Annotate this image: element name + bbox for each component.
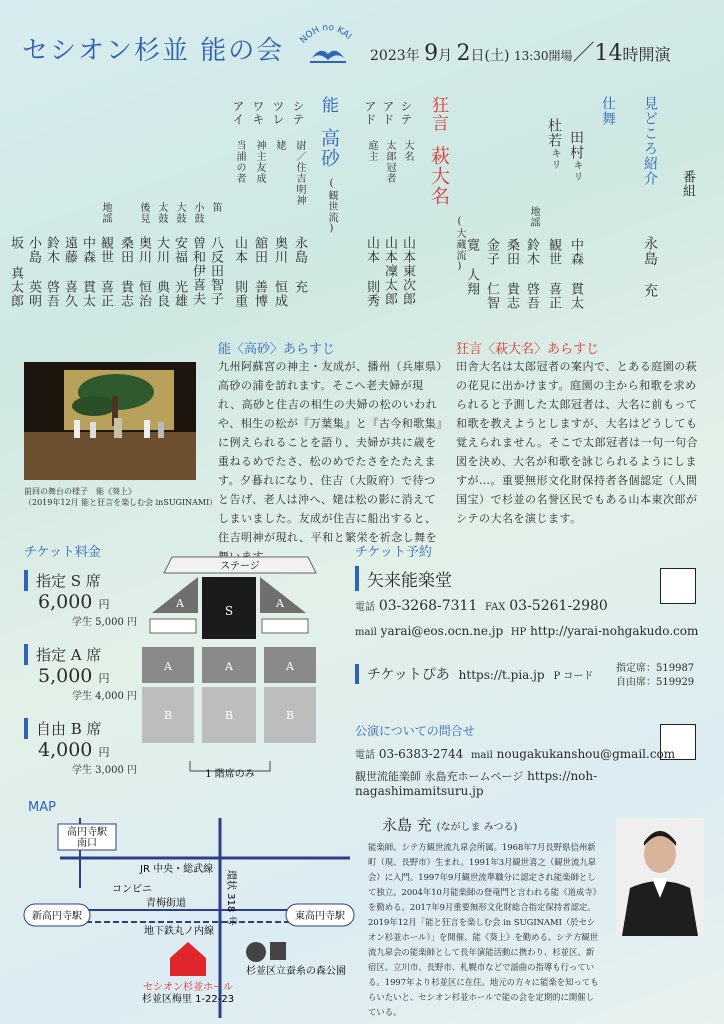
noh-synopsis-title: 能〈高砂〉あらすじ	[218, 342, 336, 357]
noh-title: 高砂	[318, 128, 340, 168]
jr-line-label: JR 中央・総武線	[140, 864, 214, 875]
musician-name-3: 安福 光雄	[172, 236, 187, 308]
park-label: 杉並区立蚕糸の森公園	[246, 966, 346, 977]
kyogen-name-2: 山本凜太郎	[382, 236, 397, 306]
event-title: セシオン杉並 能の会	[22, 36, 285, 66]
shimai-jiutai-label: 地謡	[528, 206, 539, 228]
noh-jiutai-2: 中森 貫太	[80, 236, 95, 308]
inquiry-web-line: 観世流能楽師 永島充ホームページ https://noh-nagashimamitsuru.jp	[355, 769, 598, 798]
musician-name-2: 曽和伊喜夫	[190, 236, 205, 306]
kyogen-synopsis-title: 狂言〈萩大名〉あらすじ	[456, 342, 600, 357]
kyogen-label: 狂言	[428, 96, 448, 132]
koken-label: 後見	[138, 202, 149, 224]
pia-codes: 指定席：519987 自由席：519929	[616, 663, 695, 688]
ticket-price-heading: チケット料金	[24, 545, 101, 560]
musician-name-4: 大川 典良	[154, 236, 169, 308]
noh-jiutai-4: 鈴木 啓吾	[44, 236, 59, 308]
marunouchi-line-label: 地下鉄丸ノ内線	[144, 926, 214, 937]
noh-label: 能	[318, 96, 338, 114]
profile-photo	[616, 818, 704, 936]
noh-name-1: 永島 充	[292, 236, 307, 294]
shimai-jiutai-4: 寛 人翔	[464, 238, 479, 296]
kyogen-synopsis-text: 田舎大名は太郎冠者の案内で、とある庭園の萩の花見に出かけます。庭園の主から和歌を求められると予測した太郎冠者は、大名に前もって和歌を教えようとしますが、大名はどうしても覚えられません。そこで太郎冠者は一句一句合図を決め、大名が和歌を詠じられるようにしますが…。重要無形文化財保持者各個認定（人間国宝）で杉並の名誉区民でもある山本東次郎がシテの大名を演じます。	[456, 360, 699, 525]
shimai-title-2: 杜若キリ	[546, 118, 562, 170]
noh-jiutai-label: 地謡	[100, 202, 111, 224]
noh-part-1: 尉／住吉明神	[294, 140, 305, 206]
noh-jiutai-5: 小島 英明	[26, 236, 41, 308]
svg-text:B: B	[285, 709, 295, 722]
noh-part-3: 神主友成	[254, 140, 265, 184]
stage-label: ステージ	[220, 561, 260, 572]
pia-url[interactable]: https://t.pia.jp	[458, 668, 545, 682]
kyogen-role-2: アド	[381, 100, 395, 126]
koenji-station-label: 高円寺駅南口	[67, 827, 107, 849]
kyogen-title: 萩大名	[428, 146, 450, 206]
noh-jiutai-6: 坂 真太郎	[8, 236, 23, 308]
map-heading: MAP	[28, 800, 56, 815]
reservation-website[interactable]: http://yarai-nohgakudo.com	[530, 624, 699, 638]
park-tree-icon	[246, 942, 266, 962]
venue-label: セシオン杉並ホール	[143, 982, 233, 993]
shimai-title-1: 田村キリ	[568, 130, 584, 182]
noh-name-4: 山本 則重	[232, 236, 247, 308]
ticket-tier-a: 指定 A 席 5,000 円 学生 4,000 円	[24, 644, 137, 702]
profile-text: 能楽師。シテ方観世流九皐会所属。1968年7月長野県信州新町（現、長野市）生まれ。1991年3月観世喜之（観世流九皐会）に入門。1997年9月観世流準職分に認定され能楽師として独立。2004年10月能楽師の登竜門と言われる能《道成寺》を勤める。2017年9月重要無形文化財総合指定保持者認定。2019年12月「能と狂言を楽しむ会 in SUGINAMI（於セシオン杉並ホール）」を開催、能《葵上》を勤める。シテ方観世流九皐会の能楽師として長年演能活動に携わり、杉並区、新宿区、立川市、長野市、札幌市などで謡曲の指導も行っている。1997年より杉並区に在住。地元の方々に能楽を知ってもらいたいと、セシオン杉並ホールで能の会を定期的に開催している。	[368, 842, 599, 1017]
musician-part-4: 太鼓	[156, 202, 167, 224]
kyogen-role-1: シテ	[399, 100, 413, 126]
noh-name-3: 舘田 善博	[252, 236, 267, 308]
convenience-store-label: コンビニ	[112, 884, 152, 895]
noh-role-4: アイ	[231, 100, 245, 126]
higashikoenji-station-label: 東高円寺駅	[295, 911, 345, 922]
noh-role-2: ツレ	[271, 100, 285, 126]
profile-name: 永島 充 (ながしま みつる)	[382, 816, 518, 834]
reservation-heading: チケット予約	[355, 545, 432, 560]
route-318-label: 環状 318 号	[225, 870, 236, 926]
ticket-pia-line: チケットぴあ https://t.pia.jp P コード	[355, 664, 593, 684]
noh-synopsis-text: 九州阿蘇宮の神主・友成が、播州（兵庫県）高砂の浦を訪れます。そこへ老夫婦が現れ、高砂と住吉の相生の夫婦の松のいわれや、相生の松が『万葉集』と『古今和歌集』に例えられることを語り、夫婦が共に歳を重ねるめでたさ、松のめでたさをたたえます。夕暮れになり、住吉（大阪府）で待つと告げ、老人は沖へ、姥は松の影に消えてしまいました。友成が住吉に船出すると、住吉明神が現れ、平和と繁栄を祈念し舞を	[218, 360, 443, 544]
inquiry-email[interactable]: nougakukanshou@gmail.com	[496, 747, 676, 761]
kyogen-part-3: 庭主	[366, 140, 377, 162]
oume-kaido-label: 青梅街道	[146, 898, 186, 909]
kyogen-part-2: 太郎冠者	[384, 140, 395, 184]
program-heading: 番組	[680, 170, 695, 198]
shimai-jiutai-3: 金子 仁智	[484, 238, 499, 310]
noh-name-2: 奥川 恒成	[272, 236, 287, 308]
logo-text: NOH no KAI	[298, 22, 354, 46]
musician-part-2: 小鼓	[192, 202, 203, 224]
photo-caption: 前回の舞台の様子 能《葵上》 （2019年12月 能と狂言を楽しむ会 inSUGINAMI）	[24, 487, 218, 507]
kyogen-school: (大蔵流)	[454, 216, 465, 273]
noh-role-1: シテ	[291, 100, 305, 126]
noh-part-4: 当浦の者	[234, 140, 245, 184]
musician-part-3: 大鼓	[174, 202, 185, 224]
noh-synopsis	[218, 338, 446, 566]
shimai-performer-2: 観世 喜正	[546, 238, 561, 310]
reservation-email[interactable]: yarai@eos.ocn.ne.jp	[380, 624, 504, 638]
qr-code-yarai[interactable]	[660, 568, 696, 604]
inquiry-contact-line: 電話 03-6383-2744 mail nougakukanshou@gmail.com	[355, 747, 676, 761]
kyogen-name-3: 山本 則秀	[364, 236, 379, 308]
noh-no-kai-logo	[292, 18, 364, 66]
venue-address: 杉並区梅里 1-22-23	[141, 994, 235, 1005]
svg-text:B: B	[163, 709, 173, 722]
kyogen-role-3: アド	[363, 100, 377, 126]
noh-school: (観世流)	[326, 178, 337, 235]
kyogen-part-1: 大名	[402, 140, 413, 162]
access-map	[20, 818, 360, 1018]
reservation-phone-line: 電話 03-3268-7311 FAX 03-5261-2980	[355, 598, 608, 614]
reservation-web-line: mail yarai@eos.ocn.ne.jp HP http://yarai-nohgakudo.com	[355, 624, 699, 638]
guide-name: 永島 充	[642, 236, 658, 298]
park-building-icon	[270, 942, 286, 960]
shinkoenji-station-label: 新高円寺駅	[32, 911, 82, 922]
reservation-venue: 矢来能楽堂	[355, 566, 452, 591]
kyogen-name-1: 山本東次郎	[400, 236, 415, 306]
svg-text:A: A	[164, 660, 172, 673]
svg-text:A: A	[286, 660, 294, 673]
shimai-performer-1: 中森 貫太	[568, 238, 583, 310]
shimai-label: 仕舞	[600, 96, 616, 126]
kyogen-synopsis	[456, 338, 704, 528]
ticket-tier-s: 指定 S 席 6,000 円 学生 5,000 円	[24, 570, 137, 628]
koken-name-2: 桑田 貴志	[118, 236, 133, 308]
noh-role-3: ワキ	[251, 100, 265, 126]
seat-map	[140, 545, 340, 783]
shimai-jiutai-2: 桑田 貴志	[504, 238, 519, 310]
venue-building-icon	[170, 942, 206, 976]
koken-name-1: 奥川 恒治	[136, 236, 151, 308]
svg-text:B: B	[224, 709, 234, 722]
musician-name-1: 八反田智子	[208, 236, 223, 306]
guide-label: 見どころ紹介	[642, 96, 658, 186]
ticket-tier-b: 自由 B 席 4,000 円 学生 3,000 円	[24, 718, 137, 776]
noh-jiutai-1: 観世 喜正	[98, 236, 113, 308]
svg-text:NOH no KAI	[299, 23, 354, 46]
inquiry-heading: 公演についての問合せ	[355, 724, 475, 738]
svg-text:A: A	[176, 597, 184, 610]
event-datetime: 2023年 9月 2日(土) 13:30開場／14時開演	[370, 41, 671, 66]
seat-block-a-left	[152, 577, 198, 613]
shimai-jiutai-1: 鈴木 啓吾	[524, 238, 539, 310]
floor-note: 1 階席のみ	[205, 769, 255, 780]
stage-photo	[24, 362, 196, 480]
musician-part-1: 笛	[210, 202, 221, 213]
svg-text:A: A	[276, 597, 284, 610]
svg-text:A: A	[225, 660, 233, 673]
inquiry-website[interactable]: https://noh-nagashimamitsuru.jp	[355, 769, 598, 798]
noh-part-2: 姥	[274, 140, 285, 151]
noh-jiutai-3: 遠藤 喜久	[62, 236, 77, 308]
seat-s-label: S	[224, 604, 234, 618]
